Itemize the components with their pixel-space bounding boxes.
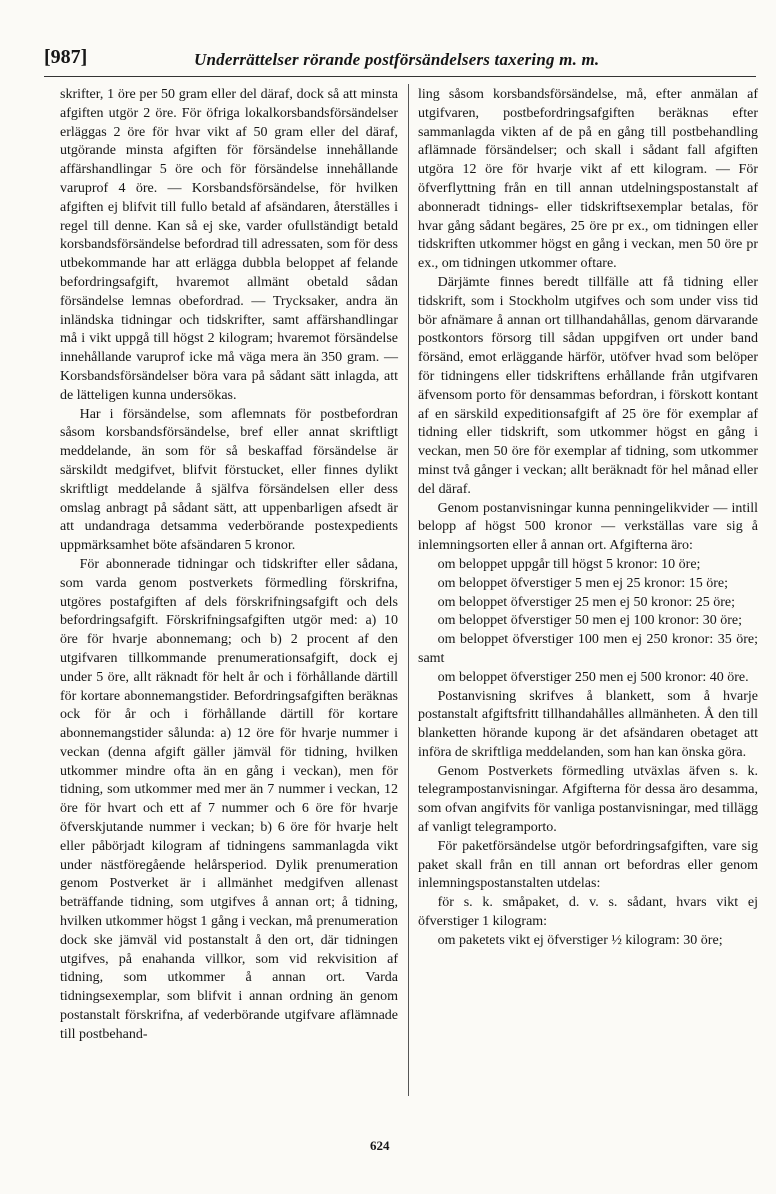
fee-item: om beloppet öfverstiger 25 men ej 50 kronor: 25 öre; <box>437 594 736 610</box>
paragraph: För abonnerade tidningar och tidskrifter eller sådana, som varda genom postverkets förmedling förskrifna, utgöres postafgiften af dels förskrifningsafgift och dels befordringsafgift. Förskrifningsafgiften utgör med: a) 10 öre för hvarje abonnemang; och b) 2 procent af den utgifvaren tillkommande prenumerationsafgift, dock ej under 5 öre, allt räknadt för helt år och i förhållande därtill för kortare abonnemangstider. Befordringsafgiften beräknas ock för år och i förhållande därtill för kortare abonnemangstider sålunda: a) 12 öre för hvarje nummer i veckan (denna afgift gäller jämväl för tidning, hvilken utkommer mindre ofta än en gång i veckan), men för tidning, som utkommer med mer än 7 nummer i veckan, 12 öre för hvart och ett af 7 nummer och 6 öre för hvarje öfverskjutande nummer i veckan; b) 6 öre för hvarje helt eller påbörjadt kilogram af tidningens sammanlagda vikt under nästföregående helårsperiod. Dylik prenumeration genom Postverket är i allmänhet medgifven allenast beträffande tidning, som utgifves å annan ort; å tidning, hvilken utkommer högst 1 gång i veckan, må prenumeration dock ske jämväl vid postanstalt å den ort, där tidningen utgifves, på enahanda villkor, som vid rekvisition af tidning, som utkommer å annan ort. Varda tidningsexemplar, som blifvit i annan ordning än genom postanstalt förskrifna, af vederbörande utgifvare aflämnade till postbehand- <box>60 556 398 1042</box>
fee-item: om beloppet öfverstiger 100 men ej 250 kronor: 35 öre; samt <box>418 632 758 666</box>
fee-item: om beloppet öfverstiger 50 men ej 100 kronor: 30 öre; <box>437 613 743 629</box>
paragraph: Genom Postverkets förmedling utväxlas äfven s. k. telegrampostanvisningar. Afgifterna för dessa äro desamma, som ofvan angifvits för vanliga postanvisningar, med tillägg af vanligt telegramporto. <box>418 763 758 836</box>
fee-item: om beloppet öfverstiger 250 men ej 500 kronor: 40 öre. <box>437 669 749 685</box>
paragraph: Därjämte finnes beredt tillfälle att få tidning eller tidskrift, som i Stockholm utgifves och som under viss tid bör afnämare å annan ort tillhandahållas, genom därvarande postkontors försorg till sådan uppgifven ort under band försänd, emot erläggande härför, utöfver hvad som belöper för tidningens eller tidskriftens erhållande från utgifvaren äfvensom porto för densammas befordran, i förskott kontant af en särskild expeditionsafgift af 25 öre för exemplar af tidning eller tidskrift, som utkommer högst en gång i veckan, men 50 öre för exemplar af tidning, som utkommer minst två gånger i veckan; allt beräknadt för hel månad eller del däraf. <box>418 274 758 497</box>
page-number: 624 <box>370 1138 390 1153</box>
header-rule <box>44 76 756 77</box>
paragraph: För paketförsändelse utgör befordringsafgiften, vare sig paket skall från en till annan ort befordras eller genom inlemningspostanstalten utdelas: <box>418 838 758 892</box>
paragraph: Postanvisning skrifves å blankett, som å hvarje postanstalt afgiftsfritt tillhandahålles allmänheten. Å den till blanketten hörande kupong är det afsändaren obetaget att införa de skriftliga meddelanden, som han kan önska göra. <box>418 688 758 760</box>
folio-number: [987] <box>44 46 88 68</box>
running-head-title: Underrättelser rörande postförsändelsers taxering m. m. <box>194 50 600 69</box>
fee-item: om beloppet uppgår till högst 5 kronor: 10 öre; <box>437 556 701 572</box>
paragraph: Genom postanvisningar kunna penningelikvider — intill belopp af högst 500 kronor — verkställas vare sig å inlemningsorten eller å annan ort. Afgifterna äro: <box>418 500 758 554</box>
paragraph: för s. k. småpaket, d. v. s. sådant, hvars vikt ej öfverstiger 1 kilogram: <box>418 895 758 930</box>
paragraph: ling såsom korsbandsförsändelse, må, efter anmälan af utgifvaren, postbefordringsafgiften beräknas efter sammanlagda vikten af de på en gång till postbehandling aflämnade försändelser; och skall i sådant fall afgiften utgöra 12 öre för hvarje vikt af ett kilogram. — För öfverflyttning från en till annan utdelningspostanstalt af abonneradt tidnings- eller tidskriftsexemplar betalas, för hvar gång sådant begäres, 25 öre pr ex., om tidningen eller tidskriften utkommer högst en gång i veckan, men 50 öre pr ex., om tidningen utkommer oftare. <box>418 87 758 272</box>
paragraph: skrifter, 1 öre per 50 gram eller del däraf, dock så att minsta afgiften utgör 2 öre. För öfriga lokalkorsbandsförsändelser erläggas 2 öre för hvar vikt af 50 gram eller del däraf, utgörande minsta afgiften för försändelse innehållande affärshandlingar 5 öre och för försändelse innehållande varuprof 4 öre. — Korsbandsförsändelse, för hvilken afgiften ej blifvit till fullo betald af afsändaren, återställes i regel till denne. Kan så ej ske, varder ofullständigt betald korsbandsförsändelse befordrad till adressaten, som för dess utbekommande har att erlägga dubbla beloppet af felande befordringsafgift, hvaremot allmänt obetald sådan försändelse lemnas obefordrad. — Trycksaker, andra än inländska tidningar och tidskrifter, samt affärshandlingar må i vikt uppgå till högst 2 kilogram; hvaremot försändelse innehållande varuprof icke må väga mera än 350 gram. — Korsbandsförsändelser böra vara på sådant sätt inlagda, att de lätteligen kunna undersökas. <box>60 87 398 403</box>
paragraph: Har i försändelse, som aflemnats för postbefordran såsom korsbandsförsändelse, bref eller annat skriftligt meddelande, än som för så beskaffad försändelse är särskildt medgifvet, blifvit förstucket, eller finnes dylikt skriftligt meddelande å själfva försändelsen eller dess omslag anbragt på sådant sätt, att uppenbarligen afsedt är att undandraga detsamma vederbörande postexpedients uppmärksamhet böte afsändaren 5 kronor. <box>60 406 398 554</box>
right-text-column <box>418 86 758 951</box>
fee-item: om paketets vikt ej öfverstiger ½ kilogram: 30 öre; <box>437 932 723 948</box>
running-header <box>44 46 756 76</box>
column-divider <box>408 84 409 1096</box>
fee-item: om beloppet öfverstiger 5 men ej 25 kronor: 15 öre; <box>437 575 729 591</box>
left-text-column <box>60 86 398 1045</box>
